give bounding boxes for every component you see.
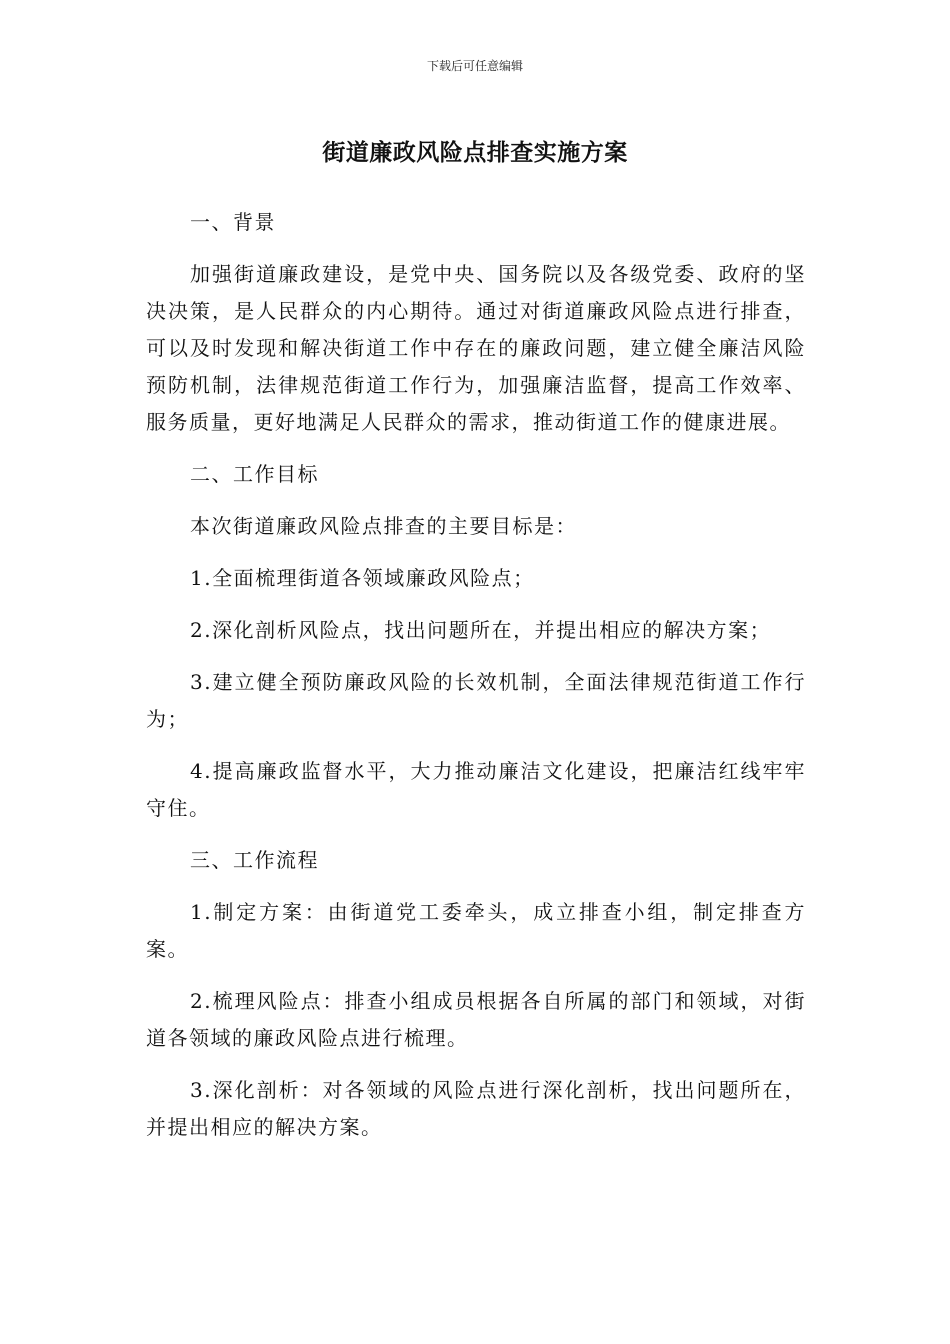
goal-item-1: 1.全面梳理街道各领域廉政风险点； [190,566,535,590]
header-note: 下载后可任意编辑 [426,59,523,73]
paragraph-goals-intro: 本次街道廉政风险点排查的主要目标是： [190,514,577,538]
document-body [146,204,806,1161]
document-title: 街道廉政风险点排查实施方案 [322,140,628,166]
section-heading-goals: 二、工作目标 [190,462,319,486]
section-heading-process: 三、工作流程 [190,848,319,872]
process-item-1: 1.制定方案：由街道党工委牵头，成立排查小组，制定排查方案。 [146,900,806,961]
paragraph-background: 加强街道廉政建设，是党中央、国务院以及各级党委、政府的坚决决策，是人民群众的内心期待。通过对街道廉政风险点进行排查，可以及时发现和解决街道工作中存在的廉政问题，建立健全廉洁风险预防机制，法律规范街道工作行为，加强廉洁监督，提高工作效率、服务质量，更好地满足人民群众的需求，推动街道工作的健康进展。 [146,262,806,434]
goal-item-4: 4.提高廉政监督水平，大力推动廉洁文化建设，把廉洁红线牢牢守住。 [146,759,806,820]
section-heading-background: 一、背景 [190,210,276,234]
process-item-3: 3.深化剖析：对各领域的风险点进行深化剖析，找出问题所在，并提出相应的解决方案。 [146,1078,806,1139]
process-item-2: 2.梳理风险点：排查小组成员根据各自所属的部门和领域，对街道各领域的廉政风险点进行梳理。 [146,989,806,1050]
goal-item-2: 2.深化剖析风险点，找出问题所在，并提出相应的解决方案； [190,618,772,642]
goal-item-3: 3.建立健全预防廉政风险的长效机制，全面法律规范街道工作行为； [146,670,806,731]
